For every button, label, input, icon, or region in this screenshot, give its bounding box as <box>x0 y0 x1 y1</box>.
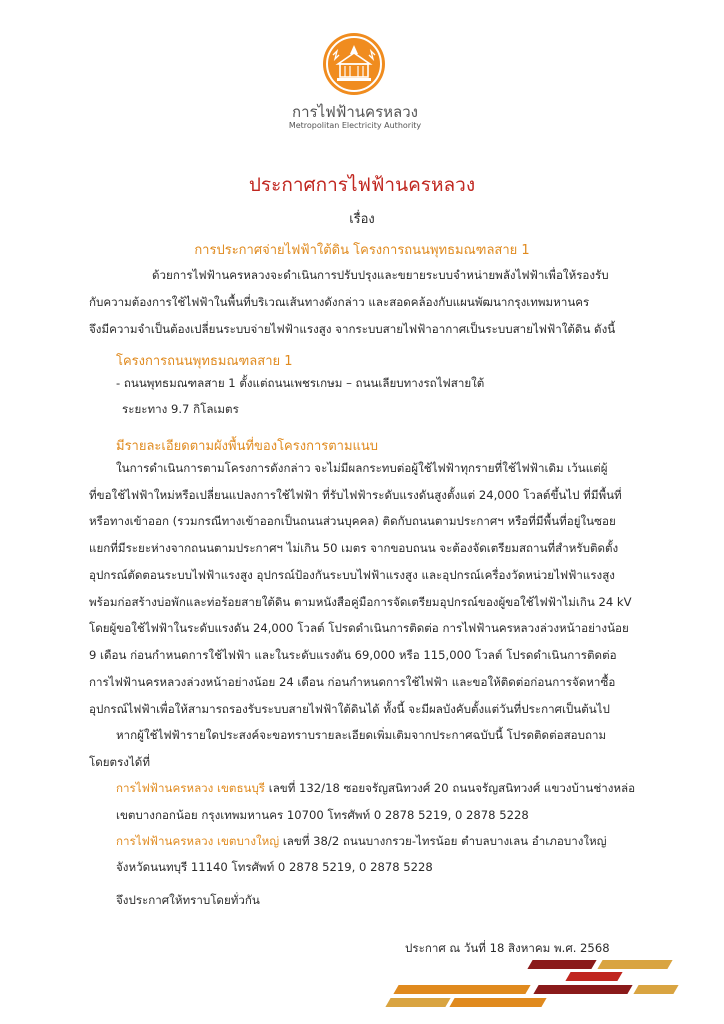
office-thonburi-address-1 <box>116 783 635 795</box>
stripe-gold-3 <box>385 998 450 1007</box>
announcement-headline: การประกาศจ่ายไฟฟ้าใต้ดิน โครงการถนนพุทธมณฑลสาย 1 <box>194 243 530 258</box>
details-line-1: ในการดำเนินการตามโครงการดังกล่าว จะไม่มีผลกระทบต่อผู้ใช้ไฟฟ้าทุกรายที่ใช้ไฟฟ้าเดิม เว้นแต่ผู้ <box>116 461 608 475</box>
details-line-8: 9 เดือน ก่อนกำหนดการใช้ไฟฟ้า และในระดับแรงดัน 69,000 หรือ 115,000 โวลต์ โปรดดำเนินการติดต่อ <box>89 648 617 662</box>
details-line-5: อุปกรณ์ตัดตอนระบบไฟฟ้าแรงสูง อุปกรณ์ป้องกันระบบไฟฟ้าแรงสูง และอุปกรณ์เครื่องวัดหน่วยไฟฟ้าแรงสูง <box>89 568 615 582</box>
stripe-gold-2 <box>633 985 678 994</box>
org-name-english: Metropolitan Electricity Authority <box>288 121 422 130</box>
office-bangyai-street: เลขที่ 38/2 ถนนบางกรวย-ไทรน้อย ตำบลบางเลน อำเภอบางใหญ่ <box>279 834 607 848</box>
closing-statement: จึงประกาศให้ทราบโดยทั่วกัน <box>116 893 260 907</box>
project-route: - ถนนพุทธมณฑลสาย 1 ตั้งแต่ถนนเพชรเกษม – ถนนเลียบทางรถไฟสายใต้ <box>116 376 485 390</box>
details-heading: มีรายละเอียดตามผังพื้นที่ของโครงการตามแนบ <box>116 439 379 454</box>
stripe-gold-1 <box>597 960 672 969</box>
office-bangyai-address-2: จังหวัดนนทบุรี 11140 โทรศัพท์ 0 2878 5219, 0 2878 5228 <box>116 860 433 874</box>
intro-line-2: กับความต้องการใช้ไฟฟ้าในพื้นที่บริเวณเส้นทางดังกล่าว และสอดคล้องกับแผนพัฒนากรุงเทพมหานคร <box>89 295 590 309</box>
project-heading: โครงการถนนพุทธมณฑลสาย 1 <box>116 354 293 369</box>
office-thonburi-street: เลขที่ 132/18 ซอยจรัญสนิทวงศ์ 20 ถนนจรัญสนิทวงศ์ แขวงบ้านช่างหล่อ <box>265 781 636 795</box>
contact-line-1: หากผู้ใช้ไฟฟ้ารายใดประสงค์จะขอทราบรายละเอียดเพิ่มเติมจากประกาศฉบับนี้ โปรดติดต่อสอบถาม <box>116 728 607 742</box>
intro-line-3: จึงมีความจำเป็นต้องเปลี่ยนระบบจ่ายไฟฟ้าแรงสูง จากระบบสายไฟฟ้าอากาศเป็นระบบสายไฟฟ้าใต้ดิน ดังนี้ <box>89 322 616 336</box>
stripe-dark-1 <box>527 960 596 969</box>
palace-emblem-icon <box>323 33 385 95</box>
stripe-orange-2 <box>449 998 546 1007</box>
details-line-9: การไฟฟ้านครหลวงล่วงหน้าอย่างน้อย 24 เดือน ก่อนกำหนดการใช้ไฟฟ้า และขอให้ติดต่อก่อนการจัดหาซื้อ <box>89 675 616 689</box>
stripe-orange-1 <box>393 985 530 994</box>
details-line-10: อุปกรณ์ไฟฟ้าเพื่อให้สามารถรองรับระบบสายไฟฟ้าใต้ดินได้ ทั้งนี้ จะมีผลบังคับตั้งแต่วันที่ประกาศเป็นต้นไป <box>89 702 610 716</box>
project-distance: ระยะทาง 9.7 กิโลเมตร <box>122 402 239 416</box>
details-line-2: ที่ขอใช้ไฟฟ้าใหม่หรือเปลี่ยนแปลงการใช้ไฟฟ้า ที่รับไฟฟ้าระดับแรงดันสูงตั้งแต่ 24,000 โวลต์ขึ้นไป ที่มีพื้นที่ <box>89 488 622 502</box>
announcement-date: ประกาศ ณ วันที่ 18 สิงหาคม พ.ศ. 2568 <box>405 941 610 955</box>
details-line-6: พร้อมก่อสร้างบ่อพักและท่อร้อยสายใต้ดิน ตามหนังสือคู่มือการจัดเตรียมอุปกรณ์ของผู้ขอใช้ไฟฟ้าไม่เกิน 24 kV <box>89 595 632 609</box>
office-bangyai-address-1 <box>116 836 607 848</box>
contact-line-2: โดยตรงได้ที่ <box>89 755 150 769</box>
subject-label: เรื่อง <box>349 212 375 227</box>
stripe-dark-2 <box>533 985 632 994</box>
office-bangyai-name: การไฟฟ้านครหลวง เขตบางใหญ่ <box>116 834 280 848</box>
office-thonburi-name: การไฟฟ้านครหลวง เขตธนบุรี <box>116 781 266 795</box>
office-thonburi-address-2: เขตบางกอกน้อย กรุงเทพมหานคร 10700 โทรศัพท์ 0 2878 5219, 0 2878 5228 <box>116 808 529 822</box>
org-name-thai: การไฟฟ้านครหลวง <box>292 103 418 121</box>
details-line-3: หรือทางเข้าออก (รวมกรณีทางเข้าออกเป็นถนนส่วนบุคคล) ติดกับถนนตามประกาศฯ หรือที่มีพื้นที่อยู่ในซอย <box>89 514 616 528</box>
mea-logo-seal <box>323 33 385 95</box>
stripe-red-1 <box>565 972 622 981</box>
announcement-title: ประกาศการไฟฟ้านครหลวง <box>248 174 476 196</box>
intro-line-1: ด้วยการไฟฟ้านครหลวงจะดำเนินการปรับปรุงและขยายระบบจำหน่ายพลังไฟฟ้าเพื่อให้รองรับ <box>152 268 609 282</box>
details-line-4: แยกที่มีระยะห่างจากถนนตามประกาศฯ ไม่เกิน 50 เมตร จากขอบถนน จะต้องจัดเตรียมสถานที่สำหรับติดตั้ง <box>89 541 619 555</box>
details-line-7: โดยผู้ขอใช้ไฟฟ้าในระดับแรงดัน 24,000 โวลต์ โปรดดำเนินการติดต่อ การไฟฟ้านครหลวงล่วงหน้าอย่างน้อย <box>89 621 629 635</box>
